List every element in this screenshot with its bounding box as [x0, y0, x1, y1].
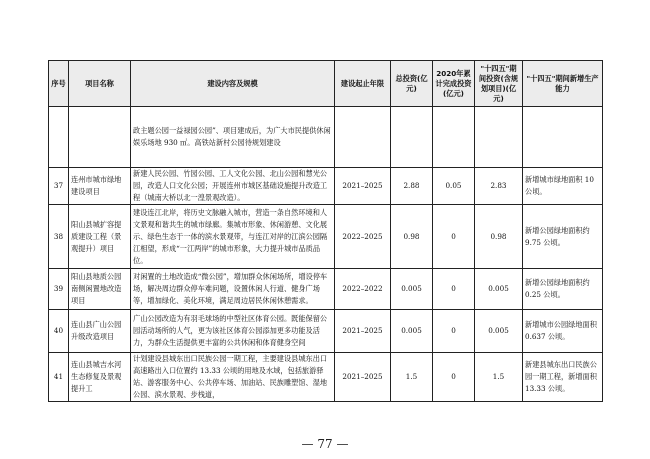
table-row	[49, 168, 603, 205]
cell-total	[391, 107, 433, 168]
cell-plan: 2.83	[475, 168, 523, 205]
cell-plan	[475, 107, 523, 168]
cell-invest2020: 0	[433, 310, 475, 353]
header-name: 项目名称	[69, 61, 131, 107]
cell-name: 阳山县城扩容提质建设工程（景观提升）项目	[69, 205, 131, 269]
cell-period: 2022–2022	[335, 269, 391, 310]
cell-invest2020: 0	[433, 269, 475, 310]
cell-capacity: 新增公园绿地面积约 9.75 公顷。	[523, 205, 603, 269]
cell-invest2020: 0	[433, 353, 475, 402]
header-plan: "十四五"期间投资(含规划项目)(亿元)	[475, 61, 523, 107]
header-invest2020: 2020年累计完成投资(亿元)	[433, 61, 475, 107]
header-total: 总投资(亿元)	[391, 61, 433, 107]
cell-name	[69, 107, 131, 168]
cell-total: 0.005	[391, 269, 433, 310]
cell-total: 1.5	[391, 353, 433, 402]
header-period: 建设起止年限	[335, 61, 391, 107]
page-number: — 77 —	[301, 437, 349, 451]
cell-seq: 38	[49, 205, 69, 269]
cell-period: 2021–2025	[335, 168, 391, 205]
cell-content: 新建人民公园、竹园公园、工人文化公园、北山公园和慧光公园，改造人口文化公园；开展连州市城区基础设施提升改造工程（城南大桥以北一湟景观改造）。	[131, 168, 335, 205]
cell-capacity	[523, 107, 603, 168]
cell-plan: 0.005	[475, 269, 523, 310]
header-content: 建设内容及规模	[131, 61, 335, 107]
cell-invest2020: 0.05	[433, 168, 475, 205]
cell-seq: 40	[49, 310, 69, 353]
cell-seq: 41	[49, 353, 69, 402]
table-row	[49, 107, 603, 168]
cell-content: 建设连江北岸，将历史文脉融入城市，营造一条自然环境和人文景观和谐共生的城市绿廊。集城市形象、休闲游憩、文化展示、绿色生态于一体的滨水景观带，与连江对岸的江滨公园隔江相望，形成“一江两岸”的城市形象，大力提升城市品质品位。	[131, 205, 335, 269]
cell-name: 连山县城吉水河生态修复及景观提升工	[69, 353, 131, 402]
cell-capacity: 新建县城东出口民族公园一期工程，新增面积 13.33 公顷。	[523, 353, 603, 402]
cell-content: 计划建设县城东出口民族公园一期工程，主要建设县城东出口高速路出入口位置约 13.33 公顷的用地及水域，包括旅游驿站、游客服务中心、公共停车场、加油站、民族雕塑馆、湿地公园、滨水景观、步栈道，	[131, 353, 335, 402]
cell-name: 连山县广山公园升级改造项目	[69, 310, 131, 353]
cell-seq	[49, 107, 69, 168]
cell-period	[335, 107, 391, 168]
table-header-row	[49, 61, 603, 107]
cell-total: 0.005	[391, 310, 433, 353]
cell-plan: 0.005	[475, 310, 523, 353]
project-table	[48, 60, 603, 402]
cell-capacity: 新增城市绿地面积 10 公顷。	[523, 168, 603, 205]
cell-plan: 1.5	[475, 353, 523, 402]
cell-name: 连州市城市绿地建设项目	[69, 168, 131, 205]
table-row	[49, 269, 603, 310]
cell-invest2020: 0	[433, 205, 475, 269]
table-row	[49, 353, 603, 402]
cell-capacity: 新增城市公园绿地面积 0.637 公顷。	[523, 310, 603, 353]
cell-seq: 39	[49, 269, 69, 310]
header-seq: 序号	[49, 61, 69, 107]
cell-plan: 0.98	[475, 205, 523, 269]
table-row	[49, 310, 603, 353]
cell-name: 阳山县地质公园南侧闲置地改造项目	[69, 269, 131, 310]
cell-period: 2021–2025	[335, 353, 391, 402]
cell-content: 政主题公园一益禄园公园”、项目建成后，为广大市民提供休闲娱乐场地 930 ㎡。高铁站新村公园待规划建设	[131, 107, 335, 168]
cell-total: 0.98	[391, 205, 433, 269]
cell-period: 2022–2025	[335, 205, 391, 269]
cell-total: 2.88	[391, 168, 433, 205]
table-row	[49, 205, 603, 269]
cell-invest2020	[433, 107, 475, 168]
cell-content: 对闲置的土地改造成“微公园”，增加群众休闲场所，增设停车场，解决周边群众停车难问题，设置休闲人行道、健身广场等，增加绿化、美化环境，满足周边居民休闲休憩需求。	[131, 269, 335, 310]
cell-content: 广山公园改造为有羽毛球场的中型社区体育公园。既能保留公园活动场所的人气，更为该社区体育公园添加更多功能及活力，为群众生活提供更丰富的公共休闲和体育健身空间	[131, 310, 335, 353]
cell-capacity: 新增公园绿地面积约0.25 公顷。	[523, 269, 603, 310]
header-capacity: "十四五"期间新增生产能力	[523, 61, 603, 107]
cell-seq: 37	[49, 168, 69, 205]
cell-period: 2021–2025	[335, 310, 391, 353]
